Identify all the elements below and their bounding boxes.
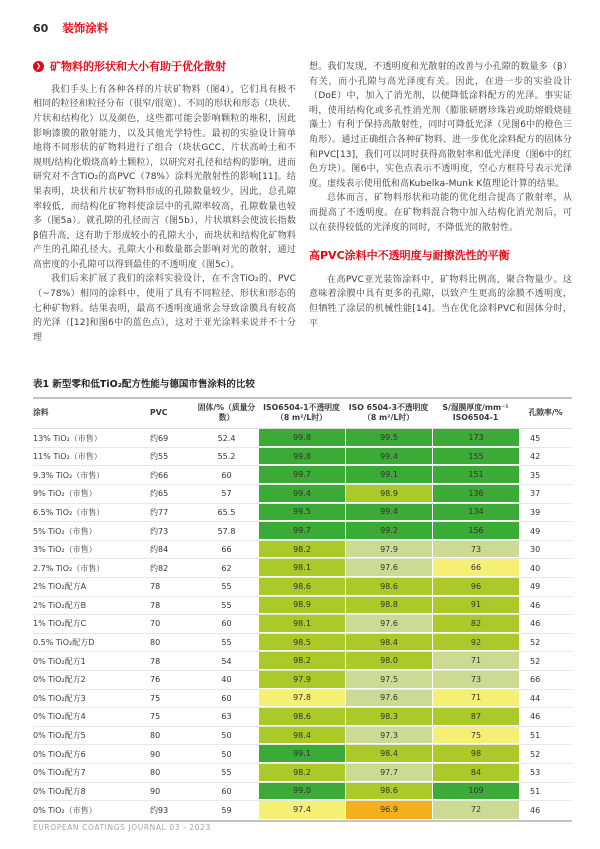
coating-cell: 0.5% TiO₂配方D xyxy=(33,638,95,648)
section-label: 装饰涂料 xyxy=(62,21,109,35)
s-value-cell: 92 xyxy=(432,634,519,652)
iso6504-1-cell: 97.9 xyxy=(258,671,345,689)
s-value-cell: 66 xyxy=(432,559,519,577)
solids-cell: 65.5 xyxy=(217,507,236,517)
pvc-cell: 约69 xyxy=(150,433,169,443)
porosity-cell: 46 xyxy=(530,805,541,815)
table-body xyxy=(33,429,572,819)
coating-cell: 0% TiO₂配方5 xyxy=(33,731,86,741)
solids-cell: 50 xyxy=(221,749,232,759)
porosity-cell: 35 xyxy=(530,470,541,480)
left-column xyxy=(33,60,296,360)
page-header xyxy=(33,20,572,36)
s-value-cell: 136 xyxy=(432,485,519,503)
table-row xyxy=(33,522,572,541)
porosity-cell: 39 xyxy=(530,507,541,517)
porosity-cell: 51 xyxy=(530,731,541,741)
pvc-cell: 约55 xyxy=(150,452,169,462)
table-row xyxy=(33,783,572,802)
iso6504-1-cell: 99.7 xyxy=(258,522,345,540)
iso6504-3-cell: 99.2 xyxy=(345,522,432,540)
porosity-cell: 52 xyxy=(530,749,541,759)
s-value-cell: 71 xyxy=(432,690,519,708)
iso6504-1-cell: 98.2 xyxy=(258,541,345,559)
porosity-cell: 40 xyxy=(530,563,541,573)
table-row xyxy=(33,448,572,467)
col-header-pvc: PVC xyxy=(150,408,168,418)
iso6504-3-cell: 97.6 xyxy=(345,559,432,577)
iso6504-1-cell: 98.2 xyxy=(258,652,345,670)
table-row xyxy=(33,559,572,578)
table-row xyxy=(33,764,572,783)
coating-cell: 3% TiO₂（市售） xyxy=(33,545,97,555)
s-value-cell: 75 xyxy=(432,727,519,745)
pvc-cell: 约84 xyxy=(150,545,169,555)
pvc-cell: 80 xyxy=(150,768,161,778)
s-value-cell: 98 xyxy=(432,745,519,763)
solids-cell: 60 xyxy=(221,470,232,480)
table-row xyxy=(33,485,572,504)
coating-cell: 2.7% TiO₂（市售） xyxy=(33,563,105,573)
col-header-solids: 固体/%（质量分数） xyxy=(197,403,256,423)
s-value-cell: 91 xyxy=(432,597,519,615)
right-column xyxy=(309,60,572,360)
right-paragraph-2: 总体而言，矿物料形状和功能的优化组合提高了散射率，从而提高了不透明度。在矿物料混合物中加入结构化消光剂后，可以在获得较低的光泽度的同时，不降低光的散射性。 xyxy=(309,193,572,233)
table-row xyxy=(33,504,572,523)
coating-cell: 0% TiO₂配方4 xyxy=(33,712,86,722)
solids-cell: 55.2 xyxy=(217,452,236,462)
porosity-cell: 53 xyxy=(530,768,541,778)
coating-cell: 6.5% TiO₂（市售） xyxy=(33,507,105,517)
s-value-cell: 84 xyxy=(432,764,519,782)
pvc-cell: 约66 xyxy=(150,470,169,480)
porosity-cell: 52 xyxy=(530,656,541,666)
pvc-cell: 80 xyxy=(150,638,161,648)
s-value-cell: 109 xyxy=(432,783,519,801)
solids-cell: 57.8 xyxy=(217,526,236,536)
solids-cell: 62 xyxy=(221,563,232,573)
iso6504-1-cell: 98.2 xyxy=(258,764,345,782)
pvc-cell: 约82 xyxy=(150,563,169,573)
coating-cell: 0% TiO₂（市售） xyxy=(33,805,97,815)
section-bullet-icon: ❯ xyxy=(33,61,44,72)
pvc-cell: 78 xyxy=(150,656,161,666)
iso6504-1-cell: 98.4 xyxy=(258,727,345,745)
col-header-porosity: 孔隙率/% xyxy=(528,408,563,418)
table-row xyxy=(33,597,572,616)
iso6504-3-cell: 97.6 xyxy=(345,690,432,708)
solids-cell: 60 xyxy=(221,619,232,629)
iso6504-1-cell: 99.4 xyxy=(258,485,345,503)
iso6504-1-cell: 98.9 xyxy=(258,597,345,615)
solids-cell: 60 xyxy=(221,786,232,796)
s-value-cell: 87 xyxy=(432,708,519,726)
table-row xyxy=(33,652,572,671)
right-paragraph-3: 在高PVC亚光装饰涂料中，矿物料比例高，聚合物量少。这意味着涂膜中具有更多的孔隙，以致产生更高的涂膜不透明度，但牺牲了涂层的机械性能[14]。当在优化涂料PVC和固体分时，平 xyxy=(309,274,572,329)
porosity-cell: 30 xyxy=(530,545,541,555)
iso6504-3-cell: 98.8 xyxy=(345,597,432,615)
iso6504-1-cell: 99.1 xyxy=(258,745,345,763)
table-row xyxy=(33,690,572,709)
iso6504-3-cell: 99.1 xyxy=(345,466,432,484)
iso6504-3-cell: 97.6 xyxy=(345,615,432,633)
table-row xyxy=(33,466,572,485)
iso6504-1-cell: 97.8 xyxy=(258,690,345,708)
table-row xyxy=(33,745,572,764)
iso6504-3-cell: 99.4 xyxy=(345,448,432,466)
iso6504-1-cell: 98.1 xyxy=(258,615,345,633)
iso6504-1-cell: 98.6 xyxy=(258,708,345,726)
solids-cell: 50 xyxy=(221,731,232,741)
pvc-cell: 78 xyxy=(150,582,161,592)
table-row xyxy=(33,634,572,653)
iso6504-1-cell: 99.8 xyxy=(258,429,345,447)
table-row xyxy=(33,727,572,746)
coating-cell: 13% TiO₂（市售） xyxy=(33,433,102,443)
s-value-cell: 155 xyxy=(432,448,519,466)
porosity-cell: 66 xyxy=(530,675,541,685)
table-row xyxy=(33,801,572,820)
coating-cell: 0% TiO₂配方3 xyxy=(33,693,86,703)
porosity-cell: 45 xyxy=(530,433,541,443)
solids-cell: 57 xyxy=(221,489,232,499)
porosity-cell: 42 xyxy=(530,452,541,462)
table-row xyxy=(33,671,572,690)
s-value-cell: 173 xyxy=(432,429,519,447)
solids-cell: 54 xyxy=(221,656,232,666)
coating-cell: 11% TiO₂（市售） xyxy=(33,452,102,462)
coating-cell: 0% TiO₂配方6 xyxy=(33,749,86,759)
left-section-heading: 矿物料的形状和大小有助于优化散射 xyxy=(50,60,226,73)
col-header-coating: 涂料 xyxy=(33,408,49,418)
iso6504-3-cell: 98.3 xyxy=(345,708,432,726)
left-paragraph-2: 我们后来扩展了我们的涂料实验设计，在不含TiO₂的、PVC（~78%）相同的涂料中，使用了具有不同粒径、形状和形态的七种矿物料。结果表明，最高不透明度通常会导致涂膜具有较高的光泽（[12]和图6中的蓝色点），这对于亚光涂料来说并不十分理 xyxy=(33,274,296,343)
iso6504-1-cell: 99.7 xyxy=(258,466,345,484)
iso6504-3-cell: 98.4 xyxy=(345,634,432,652)
solids-cell: 55 xyxy=(221,768,232,778)
solids-cell: 55 xyxy=(221,638,232,648)
porosity-cell: 49 xyxy=(530,526,541,536)
iso6504-3-cell: 97.7 xyxy=(345,764,432,782)
right-paragraph-1: 想。我们发现，不透明度和光散射的改善与小孔隙的数量多（β）有关，而小孔隙与高光泽度有关。因此，在进一步的实验设计（DoE）中，加入了消光剂，以便降低涂料配方的光泽。事实证明，使用结构化或多孔性消光剂（膨胀研磨珍珠岩或助熔煅烧硅藻土）有利于保持高散射性，同时可降低光泽（见图6中的橙色三角形）。通过正确组合各种矿物料、进一步优化涂料配方的固体分和PVC[13]，我们可以同时获得高散射率和低光泽度（图6中的红色方块）。图6中，实色点表示不透明度，空心方框符号表示光泽度。虚线表示使用低和高Kubelka-Munk K值理论计算的结果。 xyxy=(309,62,572,189)
iso6504-3-cell: 98.9 xyxy=(345,485,432,503)
left-paragraph-1: 我们手头上有各种各样的片状矿物料（图4），它们具有极不相同的粒径和粒径分布（很窄/很宽）、不同的形状和形态（块状、片状和结构化）以及颜色，这些都可能会影响颗粒的堆积，因此影响漆膜的散射能力，以及其他光学特性。最初的实验设计简单地将不同形状的矿物料进行了组合（块状GCC、片状高岭土和不规则/结构化煅烧高岭土颗粒），以研究对孔径和结构的影响，进而研究对不含TiO₂的高PVC（78%）涂料光散射性的影响[11]。结果表明，块状和片状矿物料形成的孔隙数量较少，因此，总孔隙率较低，而结构化矿物料使涂层中的孔隙率较高，孔隙数量也较多（图5a）。就孔隙的孔径而言（图5b），片状填料会使波长指数β值升高，这有助于形成较小的孔隙大小，而块状和结构化矿物料产生的孔隙孔径大。孔隙大小和数量都会影响对光的散射，通过高密度的小孔隙可以得到最佳的不透明度（图5c）。 xyxy=(33,84,296,270)
solids-cell: 63 xyxy=(221,712,232,722)
porosity-cell: 49 xyxy=(530,582,541,592)
iso6504-3-cell: 98.4 xyxy=(345,745,432,763)
table-row xyxy=(33,541,572,560)
solids-cell: 59 xyxy=(221,805,232,815)
table-row xyxy=(33,615,572,634)
article-body xyxy=(33,60,572,360)
s-value-cell: 96 xyxy=(432,578,519,596)
s-value-cell: 156 xyxy=(432,522,519,540)
porosity-cell: 44 xyxy=(530,693,541,703)
solids-cell: 55 xyxy=(221,600,232,610)
s-value-cell: 73 xyxy=(432,541,519,559)
s-value-cell: 82 xyxy=(432,615,519,633)
pvc-cell: 90 xyxy=(150,749,161,759)
coating-cell: 9% TiO₂（市售） xyxy=(33,489,97,499)
pvc-cell: 约93 xyxy=(150,805,169,815)
s-value-cell: 71 xyxy=(432,652,519,670)
table-title: 表1 新型零和低TiO₂配方性能与德国市售涂料的比较 xyxy=(33,379,255,390)
page-number: 60 xyxy=(33,22,49,35)
iso6504-3-cell: 98.6 xyxy=(345,578,432,596)
iso6504-1-cell: 99.5 xyxy=(258,504,345,522)
journal-footer: EUROPEAN COATINGS JOURNAL 03 - 2023 xyxy=(33,823,211,832)
pvc-cell: 75 xyxy=(150,712,161,722)
solids-cell: 66 xyxy=(221,545,232,555)
table-row xyxy=(33,578,572,597)
porosity-cell: 46 xyxy=(530,600,541,610)
iso6504-3-cell: 97.9 xyxy=(345,541,432,559)
iso6504-1-cell: 98.1 xyxy=(258,559,345,577)
pvc-cell: 80 xyxy=(150,731,161,741)
coating-cell: 1% TiO₂配方C xyxy=(33,619,87,629)
col-header-iso6504-3: ISO 6504-3不透明度（8 m²/L时） xyxy=(348,403,429,423)
iso6504-1-cell: 97.4 xyxy=(258,801,345,820)
iso6504-3-cell: 99.5 xyxy=(345,429,432,447)
table-row xyxy=(33,429,572,448)
col-header-s-value: S/湿膜厚度/mm⁻¹ ISO6504-1 xyxy=(442,403,509,423)
solids-cell: 52.4 xyxy=(217,433,236,443)
solids-cell: 55 xyxy=(221,582,232,592)
coating-cell: 2% TiO₂配方A xyxy=(33,582,87,592)
porosity-cell: 37 xyxy=(530,489,541,499)
iso6504-3-cell: 98.0 xyxy=(345,652,432,670)
table-row xyxy=(33,708,572,727)
pvc-cell: 约77 xyxy=(150,507,169,517)
coating-cell: 2% TiO₂配方B xyxy=(33,600,87,610)
s-value-cell: 151 xyxy=(432,466,519,484)
porosity-cell: 51 xyxy=(530,786,541,796)
solids-cell: 40 xyxy=(221,675,232,685)
coating-cell: 0% TiO₂配方2 xyxy=(33,675,86,685)
iso6504-3-cell: 97.3 xyxy=(345,727,432,745)
coating-cell: 5% TiO₂（市售） xyxy=(33,526,97,536)
pvc-cell: 约73 xyxy=(150,526,169,536)
coating-cell: 0% TiO₂配方1 xyxy=(33,656,86,666)
coating-cell: 9.3% TiO₂（市售） xyxy=(33,470,105,480)
pvc-cell: 约65 xyxy=(150,489,169,499)
porosity-cell: 52 xyxy=(530,638,541,648)
coating-cell: 0% TiO₂配方7 xyxy=(33,768,86,778)
right-section-heading: 高PVC涂料中不透明度与耐擦洗性的平衡 xyxy=(309,249,510,263)
iso6504-3-cell: 97.5 xyxy=(345,671,432,689)
pvc-cell: 90 xyxy=(150,786,161,796)
left-heading-row xyxy=(33,60,296,74)
iso6504-1-cell: 98.6 xyxy=(258,578,345,596)
iso6504-1-cell: 99.8 xyxy=(258,448,345,466)
col-header-iso6504-1: ISO6504-1不透明度（8 m²/L时） xyxy=(263,403,340,423)
iso6504-3-cell: 96.9 xyxy=(345,801,432,820)
s-value-cell: 72 xyxy=(432,801,519,820)
iso6504-1-cell: 99.0 xyxy=(258,783,345,801)
pvc-cell: 76 xyxy=(150,675,161,685)
coating-cell: 0% TiO₂配方8 xyxy=(33,786,86,796)
comparison-table xyxy=(33,397,572,822)
s-value-cell: 73 xyxy=(432,671,519,689)
iso6504-3-cell: 98.6 xyxy=(345,783,432,801)
iso6504-3-cell: 99.4 xyxy=(345,504,432,522)
pvc-cell: 70 xyxy=(150,619,161,629)
porosity-cell: 46 xyxy=(530,619,541,629)
pvc-cell: 78 xyxy=(150,600,161,610)
pvc-cell: 75 xyxy=(150,693,161,703)
table-header-row xyxy=(33,399,572,429)
solids-cell: 60 xyxy=(221,693,232,703)
s-value-cell: 134 xyxy=(432,504,519,522)
iso6504-1-cell: 98.5 xyxy=(258,634,345,652)
porosity-cell: 46 xyxy=(530,712,541,722)
